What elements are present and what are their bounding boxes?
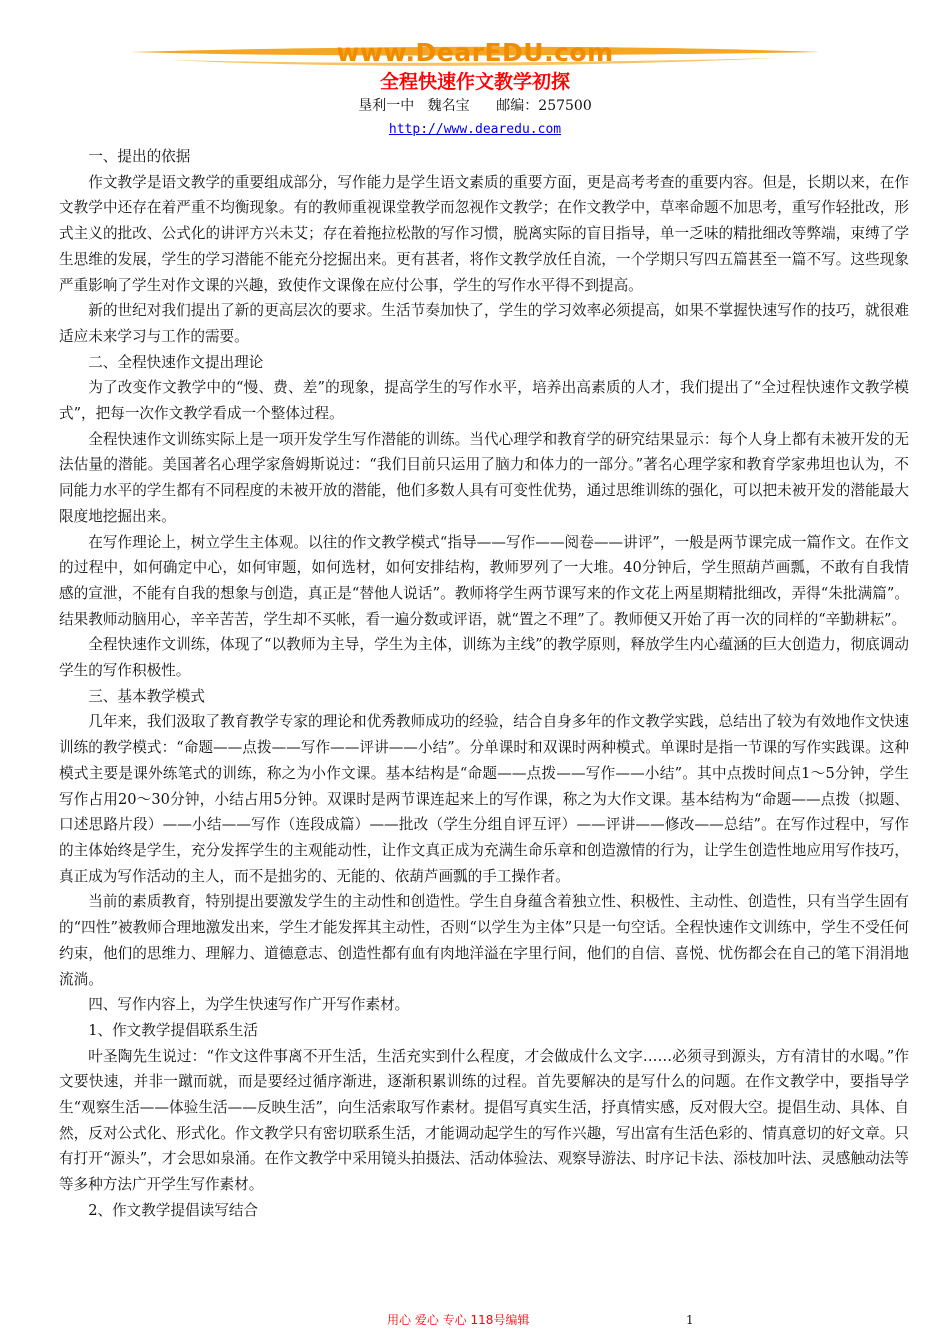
body-paragraph: 作文教学是语文教学的重要组成部分，写作能力是学生语文素质的重要方面，更是高考考查的重要内容。但是，长期以来，在作文教学中还存在着严重不均衡现象。有的教师重视课堂教学而忽视作文教学；在作文教学中，草率命题不加思考，重写作轻批改，形式主义的批改、公式化的讲评方兴未艾；存在着拖拉松散的写作习惯，脱离实际的盲目指导，单一乏味的精批细改等弊端，束缚了学生思维的发展，学生的学习潜能不能充分挖掘出来。更有甚者，将作文教学放任自流，一个学期只写四五篇甚至一篇不写。这些现象严重影响了学生对作文课的兴趣，致使作文课像在应付公事，学生的写作水平得不到提高。 (59, 173, 909, 294)
section-heading: 一、提出的依据 (88, 148, 191, 165)
article-body (59, 144, 909, 1224)
section-heading: 四、写作内容上，为学生快速写作广开写作素材。 (88, 996, 410, 1014)
footer-text: 用心 爱心 专心 118号编辑 (387, 1313, 530, 1327)
body-paragraph: 为了改变作文教学中的“慢、费、差”的现象，提高学生的写作水平，培养出高素质的人才，我们提出了“全过程快速作文教学模式”，把每一次作文教学看成一个整体过程。 (59, 379, 909, 423)
source-link[interactable]: http://www.dearedu.com (388, 122, 562, 137)
page-footer (0, 1310, 950, 1330)
body-paragraph: 全程快速作文训练实际上是一项开发学生写作潜能的训练。当代心理学和教育学的研究结果显示：每个人身上都有未被开发的无法估量的潜能。美国著名心理学家詹姆斯说过：“我们目前只运用了脑力和体力的一部分。”著名心理学家和教育学家弗坦也认为，不同能力水平的学生都有不同程度的未被开放的潜能，他们多数人具有可变性优势，通过思维训练的强化，可以把未被开发的潜能最大限度地挖掘出来。 (59, 430, 909, 525)
section-heading: 三、基本教学模式 (88, 687, 205, 705)
document-title: 全程快速作文教学初探 (379, 71, 570, 93)
logo-text: www.DearEDU.com (336, 38, 614, 67)
section-heading: 2、作文教学提倡读写结合 (88, 1201, 259, 1219)
page-number: 1 (686, 1313, 694, 1327)
body-paragraph: 新的世纪对我们提出了新的更高层次的要求。生活节奏加快了，学生的学习效率必须提高，如果不掌握快速写作的技巧，就很难适应未来学习与工作的需要。 (59, 302, 909, 345)
body-paragraph: 几年来，我们汲取了教育教学专家的理论和优秀教师成功的经验，结合自身多年的作文教学实践，总结出了较为有效地作文快速训练的教学模式：“命题——点拨——写作——评讲——小结”。分单课时和双课时两种模式。单课时是指一节课的写作实践课。这种模式主要是课外练笔式的训练，称之为小作文课。基本结构是“命题——点拨——写作——小结”。其中点拨时间点1～5分钟，学生写作占用20～30分钟，小结占用5分钟。双课时是两节课连起来上的写作课，称之为大作文课。基本结构为“命题——点拨（拟题、口述思路片段）——小结——写作（连段成篇）——批改（学生分组自评互评）——评讲——修改——总结”。在写作过程中，写作的主体始终是学生，充分发挥学生的主观能动性，让作文真正成为充满生命乐章和创造激情的行为，让学生创造性地应用写作技巧，真正成为写作活动的主人，而不是拙劣的、无能的、依葫芦画瓢的手工操作者。 (59, 713, 909, 885)
body-paragraph: 叶圣陶先生说过：“作文这件事离不开生活，生活充实到什么程度，才会做成什么文字……必须寻到源头，方有清甘的水喝。”作文要快速，并非一蹴而就，而是要经过循序渐进，逐渐积累训练的过程。首先要解决的是写什么的问题。在作文教学中，要指导学生“观察生活——体验生活——反映生活”，向生活索取写作素材。提倡写真实生活，抒真情实感，反对假大空。提倡生动、具体、自然，反对公式化、形式化。作文教学只有密切联系生活，才能调动起学生的写作兴趣，写出富有生活色彩的、情真意切的好文章。只有打开“源头”，才会思如泉涌。在作文教学中采用镜头拍摄法、活动体验法、观察导游法、时序记卡法、添枝加叶法、灵感触动法等等多种方法广开学生写作素材。 (59, 1047, 909, 1194)
section-heading: 二、全程快速作文提出理论 (88, 353, 264, 371)
author-byline: 垦利一中 魏名宝 邮编：257500 (358, 98, 592, 114)
body-paragraph: 当前的素质教育，特别提出要激发学生的主动性和创造性。学生自身蕴含着独立性、积极性、主动性、创造性，只有当学生固有的“四性”被教师合理地激发出来，学生才能发挥其主动性，否则“以学生为主体”只是一句空话。全程快速作文训练中，学生不受任何约束，他们的思维力、理解力、道德意志、创造性都有血有肉地洋溢在字里行间，他们的自信、喜悦、忧伤都会在自己的笔下涓涓地流淌。 (59, 893, 909, 988)
body-paragraph: 全程快速作文训练，体现了“以教师为主导，学生为主体，训练为主线”的教学原则，释放学生内心蕴涵的巨大创造力，彻底调动学生的写作积极性。 (59, 636, 909, 680)
body-paragraph: 在写作理论上，树立学生主体观。以往的作文教学模式“指导——写作——阅卷——讲评”，一般是两节课完成一篇作文。在作文的过程中，如何确定中心，如何审题，如何选材，如何安排结构，教师罗列了一大堆。40分钟后，学生照葫芦画瓢，不敢有自我情感的宣泄，不能有自我的想象与创造，真正是“替他人说话”。教师将学生两节课写来的作文花上两星期精批细改，弄得“朱批满篇”。结果教师动脑用心，辛辛苦苦，学生却不买帐，看一遍分数或评语，就“置之不理”了。教师便又开始了再一次的同样的“辛勤耕耘”。 (59, 533, 909, 628)
section-heading: 1、作文教学提倡联系生活 (88, 1021, 259, 1039)
